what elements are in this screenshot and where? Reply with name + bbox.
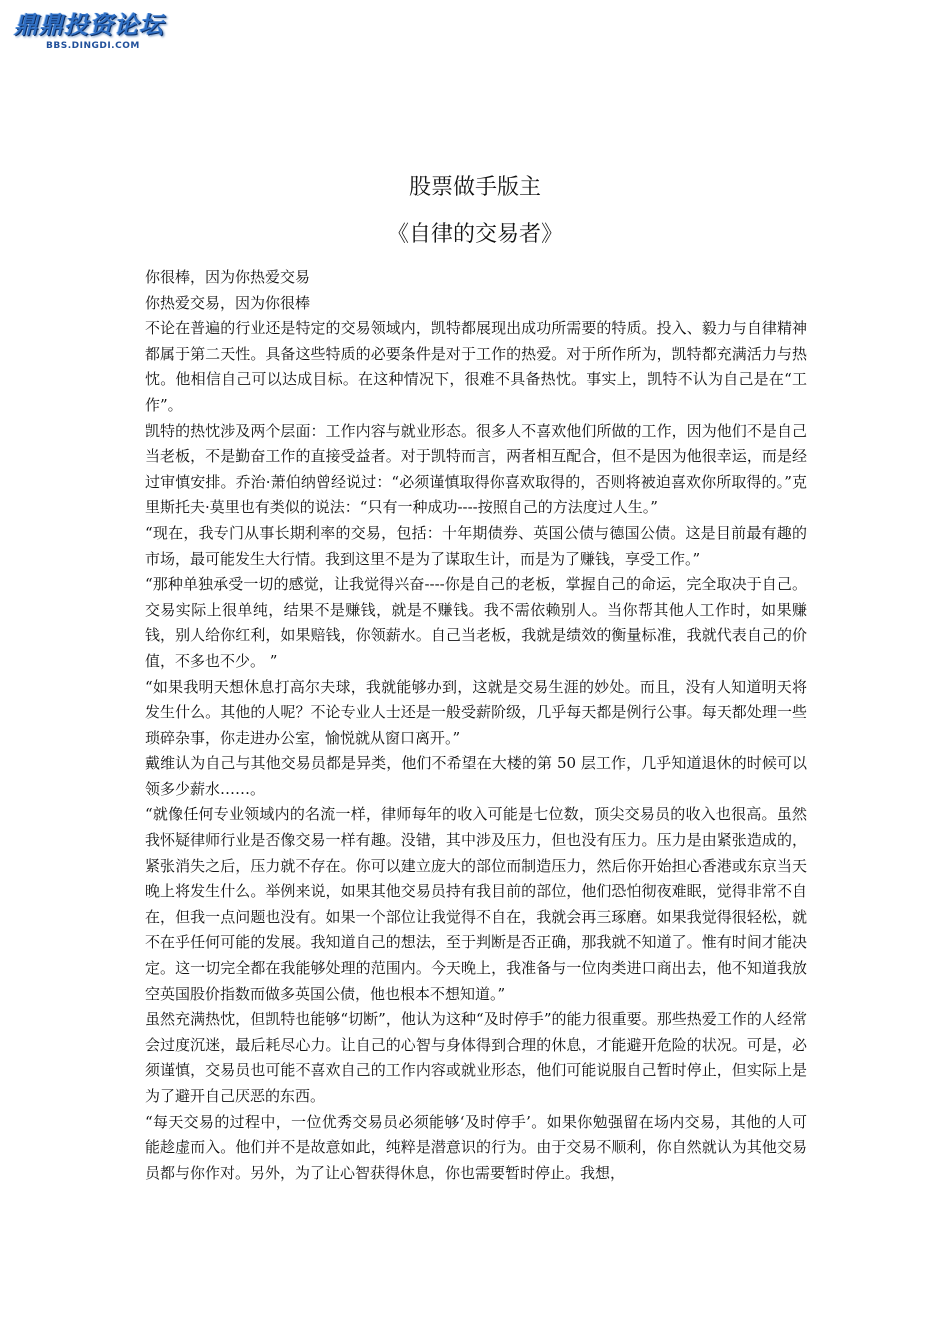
paragraph-10: 虽然充满热忱，但凯特也能够“切断”，他认为这种“及时停手”的能力很重要。那些热爱工作的人经常会过度沉迷，最后耗尽心力。让自己的心智与身体得到合理的休息，才能避开危险的状况。可是，必须谨慎，交易员也可能不喜欢自己的工作内容或就业形态，他们可能说服自己暂时停止，但实际上是为了避开自己厌恶的东西。	[145, 1010, 807, 1105]
paragraph-9: “就像任何专业领域内的名流一样，律师每年的收入可能是七位数，顶尖交易员的收入也很高。虽然我怀疑律师行业是否像交易一样有趣。没错，其中涉及压力，但也没有压力。压力是由紧张造成的，紧张消失之后，压力就不存在。你可以建立庞大的部位而制造压力，然后你开始担心香港或东京当天晚上将发生什么。举例来说，如果其他交易员持有我目前的部位，他们恐怕彻夜难眠，觉得非常不自在，但我一点问题也没有。如果一个部位让我觉得不自在，我就会再三琢磨。如果我觉得很轻松，就不在乎任何可能的发展。我知道自己的想法，至于判断是否正确，那我就不知道了。惟有时间才能决定。这一切完全都在我能够处理的范围内。今天晚上，我准备与一位肉类进口商出去，他不知道我放空英国股价指数而做多英国公债，他也根本不想知道。”	[145, 805, 807, 1003]
paragraph-6: “那种单独承受一切的感觉，让我觉得兴奋----你是自己的老板，掌握自己的命运，完全取决于自己。交易实际上很单纯，结果不是赚钱，就是不赚钱。我不需依赖别人。当你帮其他人工作时，如果赚钱，别人给你红利，如果赔钱，你领薪水。自己当老板，我就是绩效的衡量标准，我就代表自己的价值，不多也不少。 ”	[145, 575, 807, 670]
paragraph-7: “如果我明天想休息打高尔夫球，我就能够办到，这就是交易生涯的妙处。而且，没有人知道明天将发生什么。其他的人呢？不论专业人士还是一般受薪阶级，几乎每天都是例行公事。每天都处理一些琐碎杂事，你走进办公室，愉悦就从窗口离开。”	[145, 677, 807, 747]
paragraph-2: 你热爱交易，因为你很棒	[145, 293, 311, 312]
paragraph-1: 你很棒，因为你热爱交易	[145, 268, 311, 286]
paragraph-3: 不论在普遍的行业还是特定的交易领域内，凯特都展现出成功所需要的特质。投入、毅力与自律精神都属于第二天性。具备这些特质的必要条件是对于工作的热爱。对于所作所为，凯特都充满活力与热忱。他相信自己可以达成目标。在这种情况下，很难不具备热忱。事实上，凯特不认为自己是在“工作”。	[145, 319, 807, 414]
paragraph-11: “每天交易的过程中，一位优秀交易员必须能够‘及时停手’。如果你勉强留在场内交易，其他的人可能趁虚而入。他们并不是故意如此，纯粹是潜意识的行为。由于交易不顺利，你自然就认为其他交易员都与你作对。另外，为了让心智获得休息，你也需要暂时停止。我想，	[145, 1112, 807, 1182]
paragraph-4: 凯特的热忱涉及两个层面：工作内容与就业形态。很多人不喜欢他们所做的工作，因为他们不是自己当老板，不是勤奋工作的直接受益者。对于凯特而言，两者相互配合，但不是因为他很幸运，而是经过审慎安排。乔治·萧伯纳曾经说过：“必须谨慎取得你喜欢取得的，否则将被迫喜欢你所取得的。”克里斯托夫·莫里也有类似的说法：“只有一种成功----按照自己的方法度过人生。”	[145, 421, 807, 517]
forum-logo	[14, 10, 174, 58]
logo-url: BBS.DINGDI.COM	[46, 41, 140, 51]
logo-wordmark: 鼎鼎投资论坛	[14, 11, 164, 39]
article-title: 《自律的交易者》	[386, 222, 563, 247]
article-body	[145, 265, 807, 1186]
paragraph-8: 戴维认为自己与其他交易员都是异类，他们不希望在大楼的第 50 层工作，几乎知道退休的时候可以领多少薪水……。	[145, 754, 807, 798]
page-title: 股票做手版主	[408, 175, 541, 200]
paragraph-5: “现在，我专门从事长期利率的交易，包括：十年期债券、英国公债与德国公债。这是目前最有趣的市场，最可能发生大行情。我到这里不是为了谋取生计，而是为了赚钱，享受工作。”	[145, 523, 807, 568]
